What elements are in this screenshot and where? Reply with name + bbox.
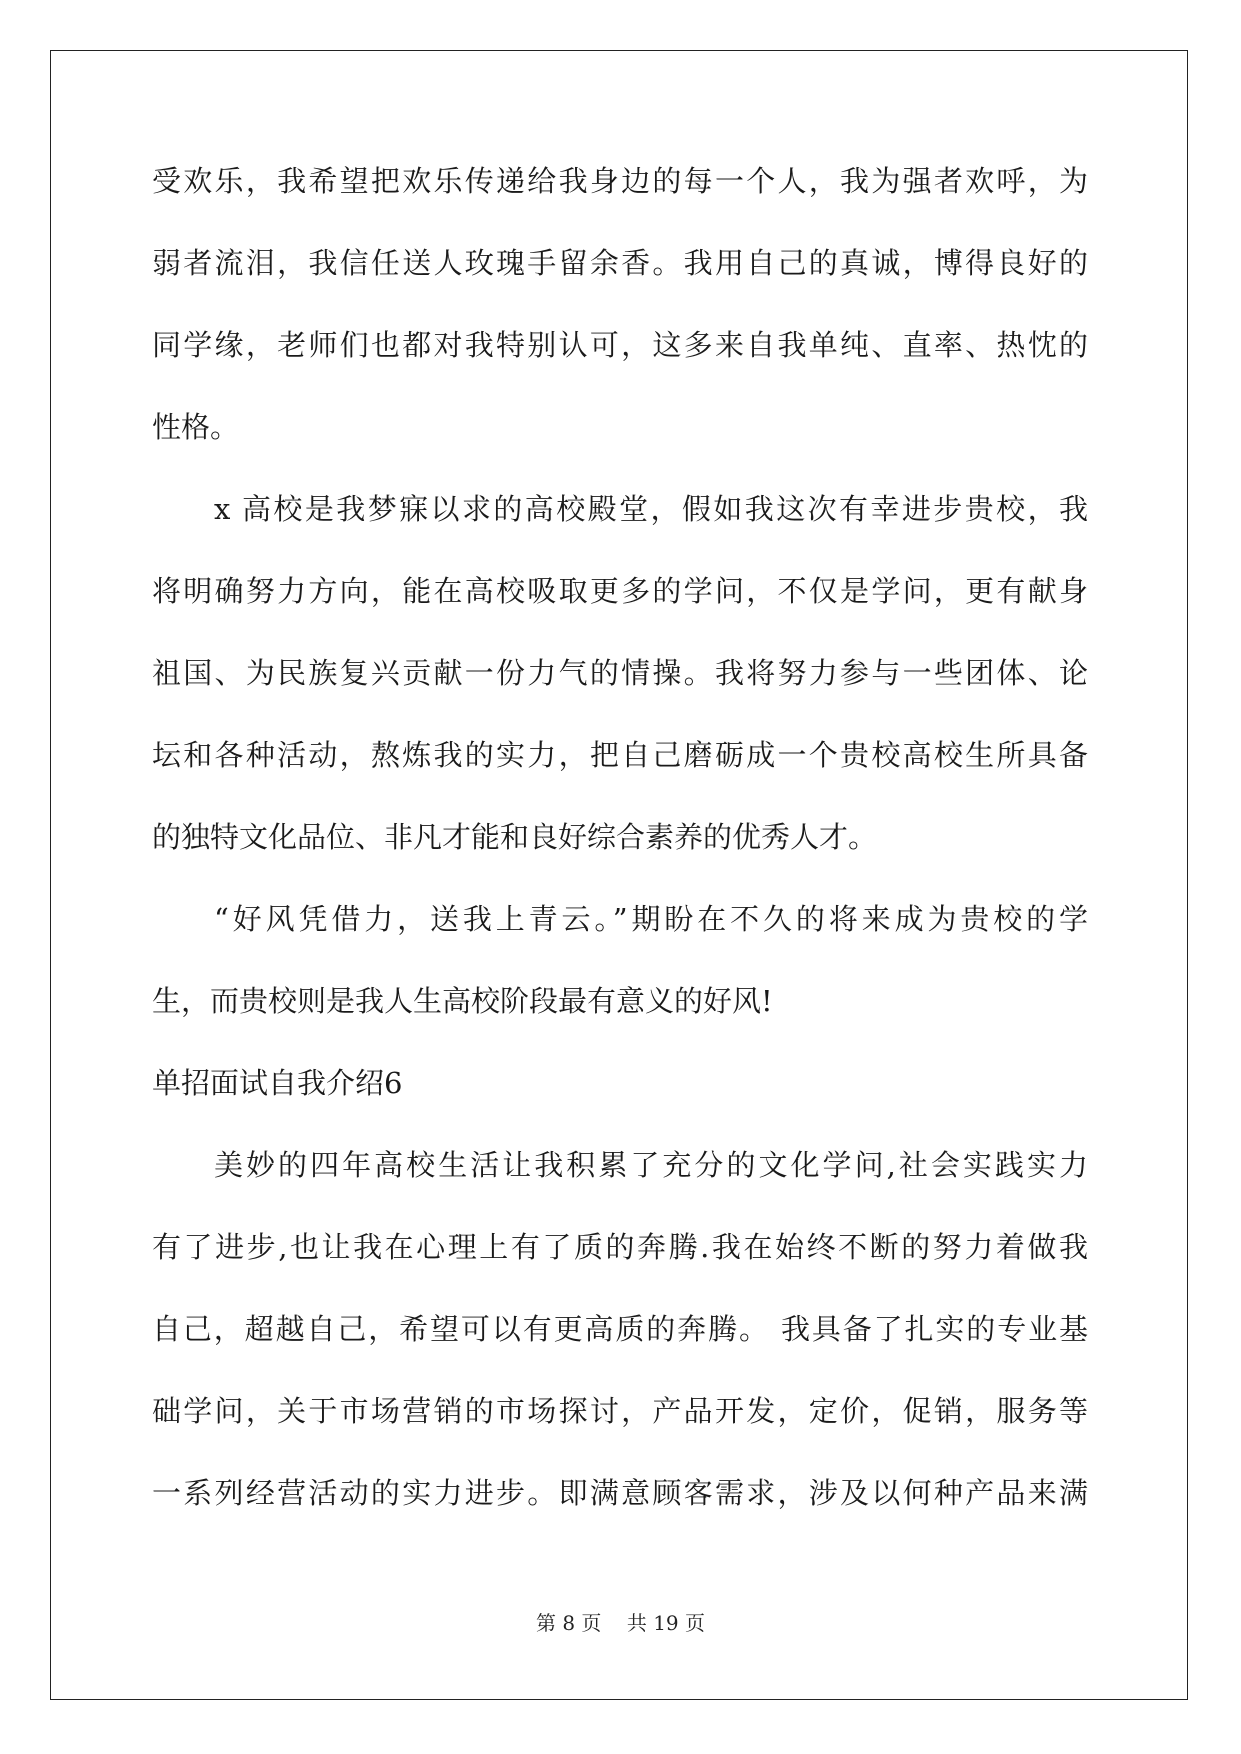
paragraph	[152, 492, 1088, 902]
text-line: 有了进步,也让我在心理上有了质的奔腾.我在始终不断的努力着做我	[152, 1230, 1088, 1264]
text-line: 祖国、为民族复兴贡献一份力气的情操。我将努力参与一些团体、论	[152, 656, 1088, 690]
document-body	[152, 164, 1088, 1558]
text-line: 坛和各种活动，熬炼我的实力，把自己磨砺成一个贵校高校生所具备	[152, 738, 1088, 772]
paragraph	[152, 1148, 1088, 1558]
section-heading: 单招面试自我介绍6	[152, 1066, 403, 1100]
text-line: 自己，超越自己，希望可以有更高质的奔腾。 我具备了扎实的专业基	[152, 1312, 1088, 1346]
text-line: 生，而贵校则是我人生高校阶段最有意义的好风!	[152, 984, 773, 1018]
paragraph	[152, 164, 1088, 492]
page-number-footer: 第 8 页 共 19 页	[535, 1611, 706, 1635]
text-line: 受欢乐，我希望把欢乐传递给我身边的每一个人，我为强者欢呼，为	[152, 164, 1088, 198]
paragraph	[152, 902, 1088, 1066]
text-line: 同学缘，老师们也都对我特别认可，这多来自我单纯、直率、热忱的	[152, 328, 1088, 362]
text-line: 美妙的四年高校生活让我积累了充分的文化学问,社会实践实力	[214, 1148, 1088, 1182]
text-line: 弱者流泪，我信任送人玫瑰手留余香。我用自己的真诚，博得良好的	[152, 246, 1088, 280]
text-line: 础学问，关于市场营销的市场探讨，产品开发，定价，促销，服务等	[152, 1394, 1088, 1428]
text-line: 将明确努力方向，能在高校吸取更多的学问，不仅是学问，更有献身	[152, 574, 1088, 608]
text-line: x 高校是我梦寐以求的高校殿堂，假如我这次有幸进步贵校，我	[214, 492, 1088, 526]
text-line: 性格。	[152, 410, 240, 444]
text-line: “好风凭借力，送我上青云。”期盼在不久的将来成为贵校的学	[214, 902, 1088, 936]
text-line: 一系列经营活动的实力进步。即满意顾客需求，涉及以何种产品来满	[152, 1476, 1088, 1510]
text-line: 的独特文化品位、非凡才能和良好综合素养的优秀人才。	[152, 820, 878, 854]
